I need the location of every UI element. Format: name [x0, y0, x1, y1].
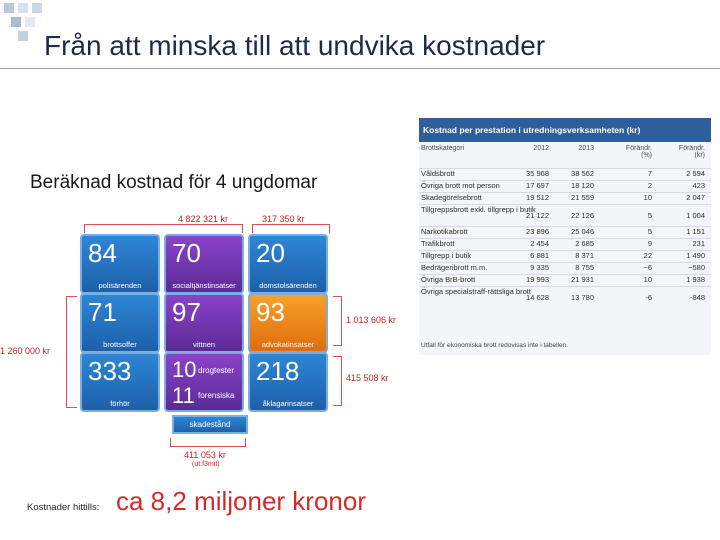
table-title: Kostnad per prestation i utredningsverksamheten (kr) [419, 118, 711, 142]
tile-caption: förhör [110, 399, 130, 408]
table-cell-value: 1 151 [686, 227, 705, 236]
column-header: Förändr. (%) [625, 145, 652, 159]
table-cell-value: 5 [647, 211, 652, 220]
tile-number: 333 [88, 356, 132, 386]
table-cell-value: 17 697 [526, 181, 549, 190]
table-cell-value: 2 685 [575, 239, 594, 248]
table-cell-category: Skadegörelsebrott [421, 193, 482, 202]
tile-caption: brottsoffer [103, 340, 137, 349]
tile-social-services [164, 234, 244, 294]
column-header: Förändr. (kr) [678, 145, 705, 159]
column-header: 2013 [578, 145, 594, 152]
table-cell-value: 231 [692, 239, 705, 248]
tile-number-drug-tests: 10 [172, 357, 197, 382]
tile-number: 84 [88, 238, 117, 268]
table-cell-value: -6 [645, 293, 652, 302]
column-header: 2012 [533, 145, 549, 152]
table-cell-value: -848 [689, 293, 705, 302]
table-cell-value: 7 [647, 169, 652, 178]
bracket-left [66, 296, 77, 408]
table-cell-category: Övriga brott mot person [421, 181, 500, 190]
tile-police-cases [80, 234, 160, 294]
table-cell-category: Övriga specialstraff-rättsliga brott [421, 287, 531, 296]
table-cell-category: Tillgreppsbrott exkl. tillgrepp i butik [421, 205, 536, 214]
table-cell-value: 2 594 [686, 169, 705, 178]
bracket-top-left [84, 224, 243, 233]
tile-number: 70 [172, 238, 201, 268]
annotation-bottom: 411 053 kr [184, 450, 226, 460]
table-cell-value: −6 [643, 263, 652, 272]
table-cell-category: Bedrägeribrott m.m. [421, 263, 488, 272]
table-row [419, 204, 711, 227]
table-cell-value: 22 [643, 251, 652, 260]
tile-caption: advokatinsatser [261, 340, 315, 349]
tile-court-cases [248, 234, 328, 294]
table-cell-value: 19 512 [526, 193, 549, 202]
tile-drug-forensic-tests [164, 352, 244, 412]
table-header-row [419, 145, 711, 163]
tile-number: 218 [256, 356, 300, 386]
table-cell-value: 5 [647, 227, 652, 236]
bracket-right-middle [333, 296, 342, 346]
table-cell-value: 423 [692, 181, 705, 190]
slide-title: Från att minska till att undvika kostnader [44, 30, 546, 61]
table-cell-value: 14 628 [526, 293, 549, 302]
tile-lawyer-efforts [248, 293, 328, 353]
table-cell-value: 1 938 [686, 275, 705, 284]
annotation-left-middle: 1 260 000 kr [0, 346, 51, 356]
tile-number-forensic: 11 [172, 383, 195, 408]
tile-interrogations [80, 352, 160, 412]
damages-box: skadestånd [172, 415, 248, 434]
bracket-right-bottom [333, 356, 342, 406]
annotation-top-right: 317 350 kr [262, 214, 305, 224]
table-cell-value: 35 968 [526, 169, 549, 178]
annotation-bottom-sub: (ut.f3mit) [192, 461, 220, 468]
cost-table [419, 118, 711, 355]
tile-caption: socialtjänstinsatser [172, 281, 236, 290]
annotation-right-middle: 1 013 606 kr [346, 315, 397, 325]
annotation-right-bottom: 415 508 kr [346, 373, 389, 383]
table-cell-value: 22 126 [571, 211, 594, 220]
table-cell-value: 25 046 [571, 227, 594, 236]
table-cell-value: 23 896 [526, 227, 549, 236]
annotation-top-left: 4 822 321 kr [178, 214, 229, 224]
tile-caption: polisärenden [98, 281, 142, 290]
table-cell-value: 38 562 [571, 169, 594, 178]
tile-tag-drug-tests: drogtester [198, 366, 235, 375]
tile-prosecutor-efforts [248, 352, 328, 412]
table-cell-value: 2 454 [530, 239, 549, 248]
tile-witnesses [164, 293, 244, 353]
table-cell-value: 8 371 [575, 251, 594, 260]
table-cell-value: 10 [643, 193, 652, 202]
bracket-top-right [252, 224, 330, 233]
table-note: Utfall för ekonomiska brott redovisas inte i tabellen. [421, 342, 569, 349]
table-cell-category: Övriga BrB-brott [421, 275, 476, 284]
table-cell-value: 10 [643, 275, 652, 284]
table-cell-value: −580 [688, 263, 705, 272]
column-header: Brottskategori [421, 145, 465, 152]
table-cell-value: 19 993 [526, 275, 549, 284]
table-cell-value: 1 004 [686, 211, 705, 220]
footer-label: Kostnader hittills: [27, 502, 100, 513]
table-cell-value: 18 120 [571, 181, 594, 190]
table-cell-category: Våldsbrott [421, 169, 455, 178]
tile-caption: vittnen [192, 340, 216, 349]
tile-caption: domstolsärenden [259, 281, 317, 290]
table-cell-value: 21 559 [571, 193, 594, 202]
tile-crime-victims [80, 293, 160, 353]
table-row [419, 286, 711, 309]
tile-number: 20 [256, 238, 285, 268]
table-cell-value: 21 931 [571, 275, 594, 284]
tile-number: 93 [256, 297, 285, 327]
bracket-bottom [170, 438, 246, 447]
tile-caption: åklagarinsatser [262, 399, 314, 408]
table-cell-value: 8 755 [575, 263, 594, 272]
table-cell-category: Narkotikabrott [421, 227, 468, 236]
table-cell-value: 2 [647, 181, 652, 190]
tile-tag-forensic: forensiska [198, 391, 235, 400]
title-divider [0, 68, 720, 69]
table-cell-value: 9 335 [530, 263, 549, 272]
table-cell-value: 1 490 [686, 251, 705, 260]
table-cell-value: 21 122 [526, 211, 549, 220]
table-cell-category: Tillgrepp i butik [421, 251, 472, 260]
tile-number: 71 [88, 297, 117, 327]
table-cell-value: 2 047 [686, 193, 705, 202]
table-cell-category: Trafikbrott [421, 239, 455, 248]
table-cell-value: 6 881 [530, 251, 549, 260]
footer-total-cost: ca 8,2 miljoner kronor [116, 486, 366, 516]
table-cell-value: 13 780 [571, 293, 594, 302]
tile-number: 97 [172, 297, 201, 327]
slide-subtitle: Beräknad kostnad för 4 ungdomar [30, 172, 318, 193]
table-cell-value: 9 [647, 239, 652, 248]
